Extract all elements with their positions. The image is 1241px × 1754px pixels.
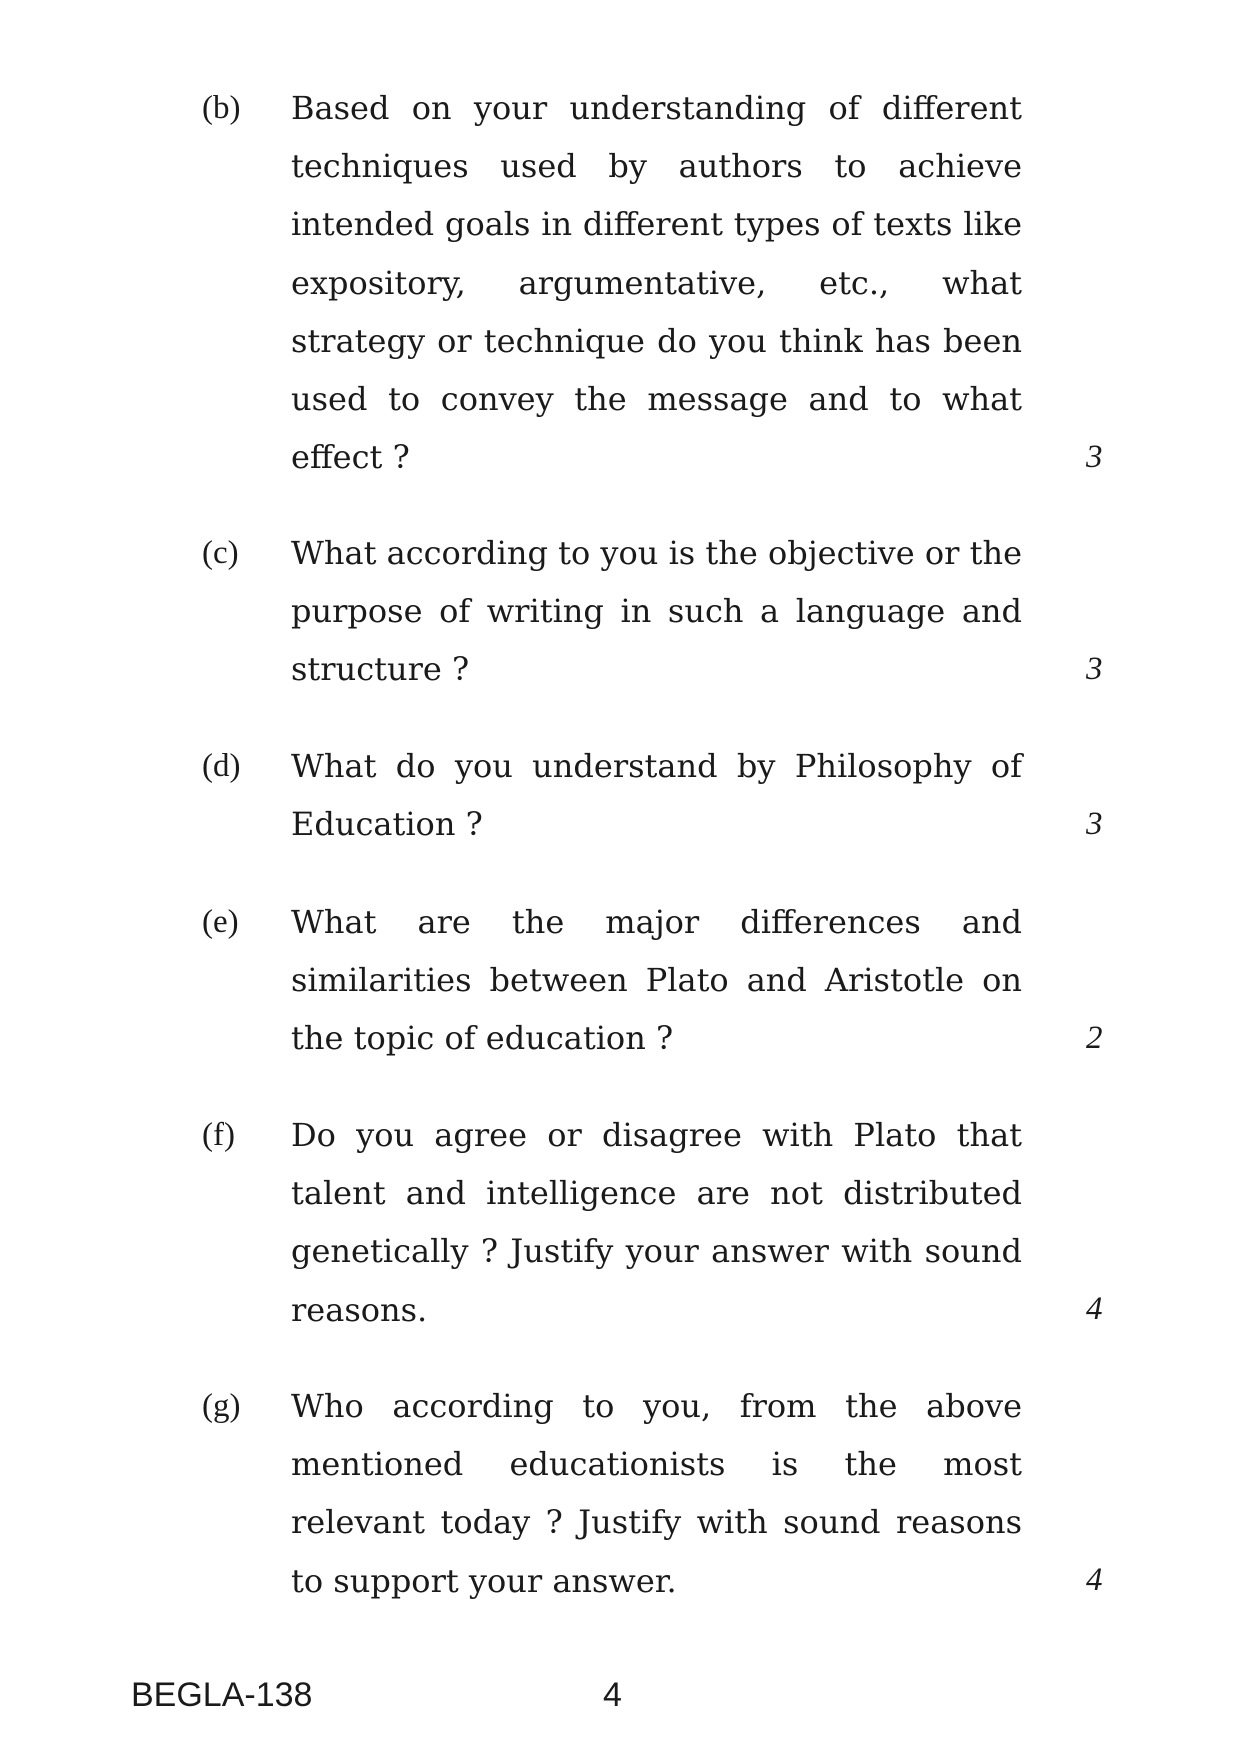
question-label: (g) bbox=[202, 1388, 241, 1424]
question-marks: 4 bbox=[1086, 1562, 1103, 1598]
question-label: (b) bbox=[202, 90, 241, 126]
question-marks: 4 bbox=[1086, 1291, 1103, 1327]
paper-code: BEGLA-138 bbox=[131, 1676, 313, 1714]
page-number: 4 bbox=[603, 1676, 622, 1714]
question-text: Do you agree or disagree with Plato that talent and intelligence are not distributed genetically ? Justify your answer with sound reasons. bbox=[291, 1116, 1022, 1329]
question-label: (d) bbox=[202, 748, 241, 784]
question-marks: 2 bbox=[1086, 1020, 1103, 1056]
question-text: What are the major differences and similarities between Plato and Aristotle on the topic of education ? bbox=[291, 903, 1022, 1058]
question-label: (e) bbox=[202, 904, 239, 940]
question-marks: 3 bbox=[1086, 439, 1103, 475]
question-text: What do you understand by Philosophy of Education ? bbox=[291, 747, 1022, 844]
question-text: Based on your understanding of different techniques used by authors to achieve intended goals in different types of texts like expository, argumentative, etc., what strategy or technique do you think has been used to convey the message and to what effect ? bbox=[291, 89, 1022, 477]
question-label: (f) bbox=[202, 1117, 235, 1153]
question-marks: 3 bbox=[1086, 806, 1103, 842]
question-text: What according to you is the objective or the purpose of writing in such a language and structure ? bbox=[291, 534, 1022, 689]
question-text: Who according to you, from the above mentioned educationists is the most relevant today ? Justify with sound reasons to support your answer. bbox=[291, 1387, 1022, 1600]
question-label: (c) bbox=[202, 535, 239, 571]
question-marks: 3 bbox=[1086, 651, 1103, 687]
